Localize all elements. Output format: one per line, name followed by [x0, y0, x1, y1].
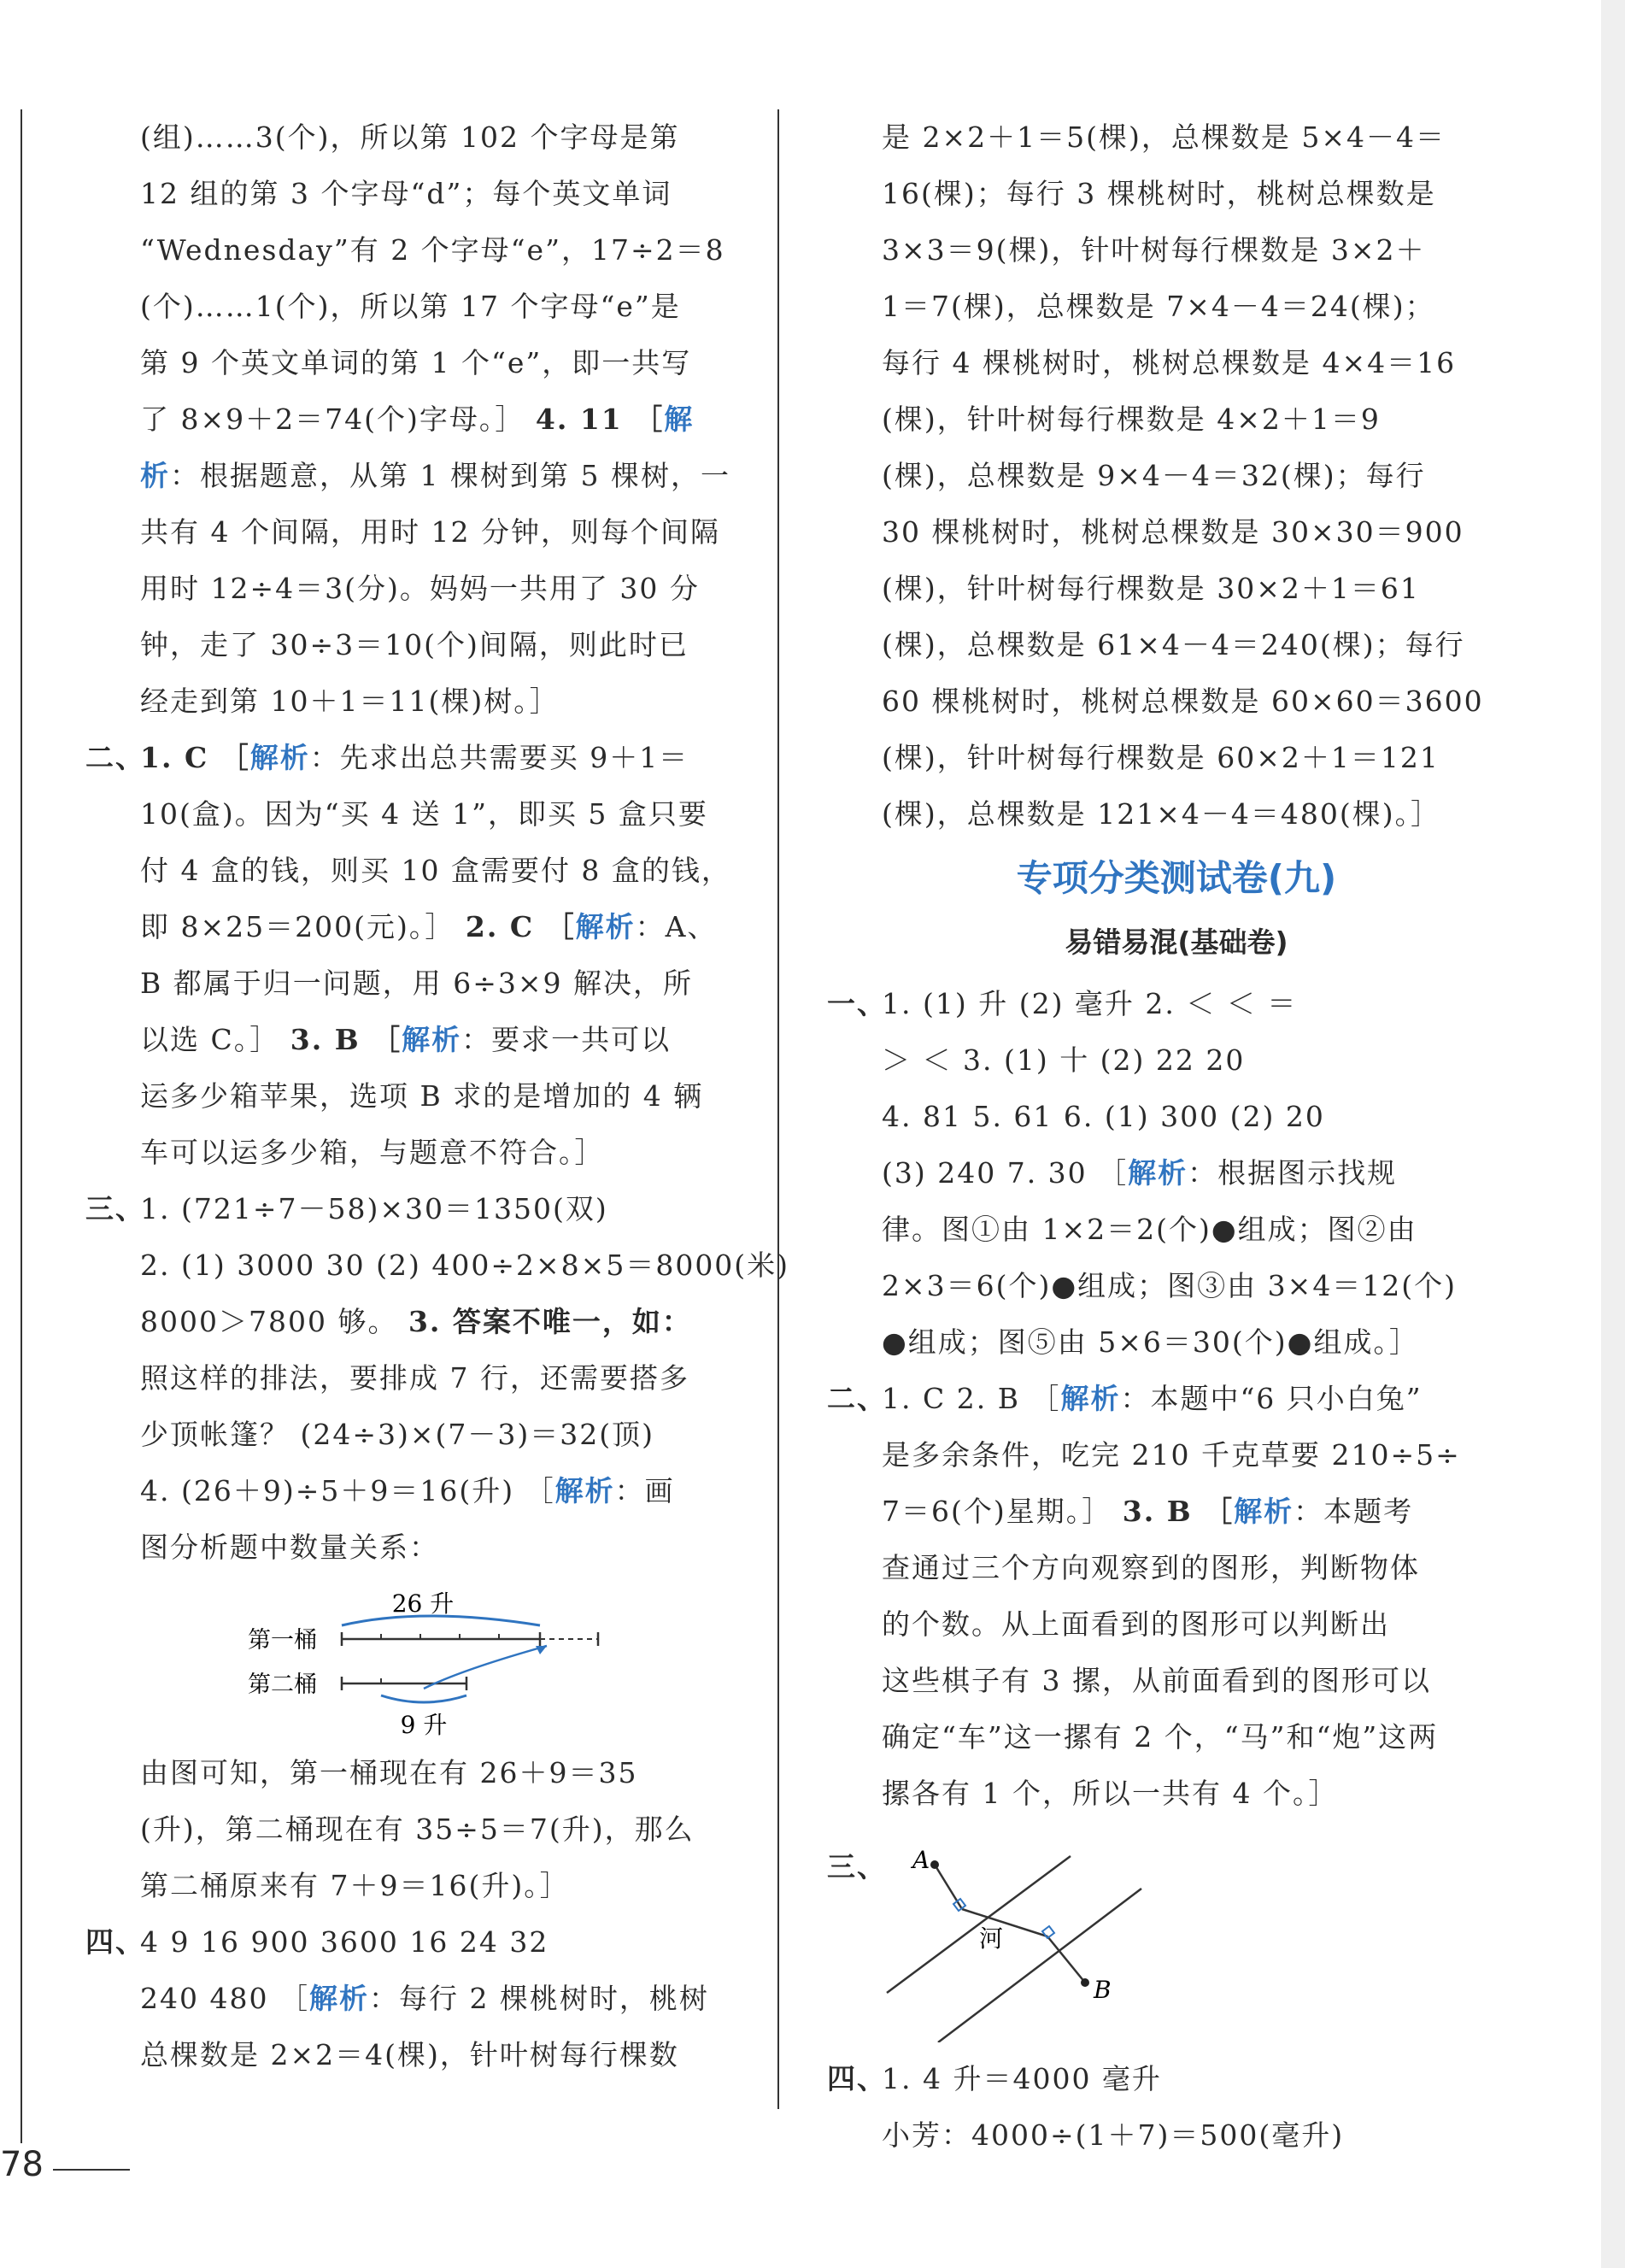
text-line: 查通过三个方向观察到的图形，判断物体 [882, 1551, 1420, 1584]
text-line: 2×3＝6(个)●组成；图③由 3×4＝12(个) [882, 1269, 1458, 1302]
text-line: (棵)，总棵数是 61×4－4＝240(棵)；每行 [882, 628, 1465, 661]
diagram-row1-label: 第一桶 [248, 1627, 317, 1654]
text-line: (棵)，针叶树每行棵数是 60×2＋1＝121 [882, 741, 1440, 774]
text-line: 每行 4 棵桃树时，桃树总棵数是 4×4＝16 [882, 346, 1457, 379]
page-edge [1601, 0, 1625, 2268]
text-line: 用时 12÷4＝3(分)。妈妈一共用了 30 分 [140, 572, 700, 605]
bucket-diagram [85, 1576, 735, 1745]
transfer-arrow [424, 1646, 547, 1689]
section-three-right [827, 1839, 1476, 2042]
text-line: 共有 4 个间隔，用时 12 分钟，则每个间隔 [140, 515, 720, 549]
text-line: 少顶帐篷？ (24÷3)×(7－3)＝32(顶) [140, 1418, 655, 1451]
text-line: B 都属于归一问题，用 6÷3×9 解决，所 [140, 967, 694, 1000]
text-line: 240 480 ［解析：每行 2 棵桃树时，桃树 [140, 1982, 709, 2015]
section-label: 三、 [827, 1850, 887, 1883]
text-line: 16(棵)；每行 3 棵桃树时，桃树总棵数是 [882, 177, 1436, 210]
text-line: 总棵数是 2×2＝4(棵)，针叶树每行棵数 [140, 2038, 679, 2071]
text-line: 10(盒)。因为“买 4 送 1”，即买 5 盒只要 [140, 797, 708, 831]
left-margin-rule [21, 109, 22, 2143]
text-line: 4. (26＋9)÷5＋9＝16(升) ［解析：画 [140, 1474, 675, 1507]
brace-9 [381, 1695, 466, 1702]
right-column-answers [827, 976, 1476, 2164]
text-line: 12 组的第 3 个字母“d”；每个英文单词 [140, 177, 672, 210]
text-line: (棵)，总棵数是 121×4－4＝480(棵)。］ [882, 797, 1441, 831]
page-number-rule [53, 2169, 130, 2171]
text-line: 车可以运多少箱，与题意不符合。］ [140, 1136, 605, 1169]
text-line: (棵)，针叶树每行棵数是 4×2＋1＝9 [882, 402, 1381, 436]
label-river: 河 [979, 1924, 1004, 1953]
column-divider [777, 109, 779, 2109]
text-line: 经走到第 10＋1＝11(棵)树。］ [140, 685, 560, 718]
section-two-right: 二、1. C 2. B ［解析：本题中“6 只小白兔” [827, 1382, 1423, 1415]
label-a: A [912, 1846, 930, 1874]
text-line: “Wednesday”有 2 个字母“e”，17÷2＝8 [140, 233, 725, 267]
text-line: 确定“车”这一摞有 2 个，“马”和“炮”这两 [882, 1720, 1439, 1754]
text-line: (棵)，总棵数是 9×4－4＝32(棵)；每行 [882, 459, 1426, 492]
text-line: 60 棵桃树时，桃树总棵数是 60×60＝3600 [882, 685, 1484, 718]
text-line: 第二桶原来有 7＋9＝16(升)。］ [140, 1869, 570, 1902]
text-line: 了 8×9＋2＝74(个)字母。］ 4. 11 ［解 [140, 402, 695, 436]
point-b [1081, 1978, 1089, 1987]
text-line: 以选 C。］ 3. B ［解析：要求一共可以 [140, 1023, 672, 1056]
test-title: 专项分类测试卷(九) [1016, 857, 1337, 899]
section-one: 一、1. (1) 升 (2) 毫升 2. ＜ ＜ ＝ [827, 987, 1298, 1020]
text-line: 钟，走了 30÷3＝10(个)间隔，则此时已 [140, 628, 689, 661]
text-line: 3×3＝9(棵)，针叶树每行棵数是 3×2＋ [882, 233, 1426, 267]
text-line: (棵)，针叶树每行棵数是 30×2＋1＝61 [882, 572, 1420, 605]
text-line: 30 棵桃树时，桃树总棵数是 30×30＝900 [882, 515, 1464, 549]
section-three: 三、1. (721÷7－58)×30＝1350(双) [85, 1192, 608, 1225]
text-line: 这些棋子有 3 摞，从前面看到的图形可以 [882, 1664, 1431, 1697]
text-line: 的个数。从上面看到的图形可以判断出 [882, 1607, 1390, 1641]
text-line: 付 4 盒的钱，则买 10 盒需要付 8 盒的钱， [140, 854, 731, 887]
text-line: 4. 81 5. 61 6. (1) 300 (2) 20 [882, 1100, 1325, 1133]
test-subtitle: 易错易混(基础卷) [1065, 925, 1288, 959]
text-line: 是多余条件，吃完 210 千克草要 210÷5÷ [882, 1438, 1461, 1472]
text-line: ●组成；图⑤由 5×6＝30(个)●组成。］ [882, 1325, 1419, 1359]
text-line: 图分析题中数量关系： [140, 1531, 439, 1564]
text-line: 第 9 个英文单词的第 1 个“e”，即一共写 [140, 346, 692, 379]
text-line: 由图可知，第一桶现在有 26＋9＝35 [140, 1756, 638, 1789]
text-line: 是 2×2＋1＝5(棵)，总棵数是 5×4－4＝ [882, 120, 1446, 154]
text-line: 1＝7(棵)，总棵数是 7×4－4＝24(棵)； [882, 290, 1435, 323]
section-two: 二、1. C ［解析：先求出总共需要买 9＋1＝ [85, 741, 689, 774]
diagram-total-label: 26 升 [391, 1589, 455, 1618]
text-line: 照这样的排法，要排成 7 行，还需要搭多 [140, 1361, 689, 1395]
right-column [882, 109, 1484, 971]
text-line: (组)……3(个)，所以第 102 个字母是第 [140, 120, 680, 154]
diagram-row2-label: 第二桶 [248, 1672, 317, 1698]
text-line: 小芳：4000÷(1＋7)＝500(毫升) [882, 2118, 1345, 2152]
bridge [962, 1909, 1047, 1936]
text-line: (升)，第二桶现在有 35÷5＝7(升)，那么 [140, 1813, 695, 1846]
path-bank-to-b [1047, 1936, 1085, 1983]
page-number: 78 [0, 2145, 44, 2184]
text-line: 运多少箱苹果，选项 B 求的是增加的 4 辆 [140, 1079, 704, 1113]
text-line: 2. (1) 3000 30 (2) 400÷2×8×5＝8000(米) [140, 1249, 790, 1282]
section-four-right: 四、1. 4 升＝4000 毫升 [827, 2062, 1162, 2095]
left-column [85, 109, 790, 2083]
text-line: ＞ ＜ 3. (1) 十 (2) 22 20 [882, 1043, 1246, 1077]
text-line: (个)……1(个)，所以第 17 个字母“e”是 [140, 290, 681, 323]
point-a [930, 1860, 939, 1869]
text-line: 7＝6(个)星期。］ 3. B ［解析：本题考 [882, 1495, 1414, 1528]
text-line: 摞各有 1 个，所以一共有 4 个。］ [882, 1777, 1339, 1810]
text-line: 析：根据题意，从第 1 棵树到第 5 棵树，一 [140, 459, 730, 492]
label-b: B [1094, 1976, 1112, 2004]
text-line: 律。图①由 1×2＝2(个)●组成；图②由 [882, 1213, 1417, 1246]
path-a-to-bank [935, 1865, 962, 1909]
text-line: (3) 240 7. 30 ［解析：根据图示找规 [882, 1156, 1398, 1190]
text-line: 即 8×25＝200(元)。］ 2. C ［解析：A、 [140, 910, 718, 943]
text-line: 8000＞7800 够。 3. 答案不唯一，如： [140, 1305, 692, 1338]
diagram-part-label: 9 升 [400, 1711, 448, 1739]
section-four: 四、4 9 16 900 3600 16 24 32 [85, 1925, 549, 1959]
